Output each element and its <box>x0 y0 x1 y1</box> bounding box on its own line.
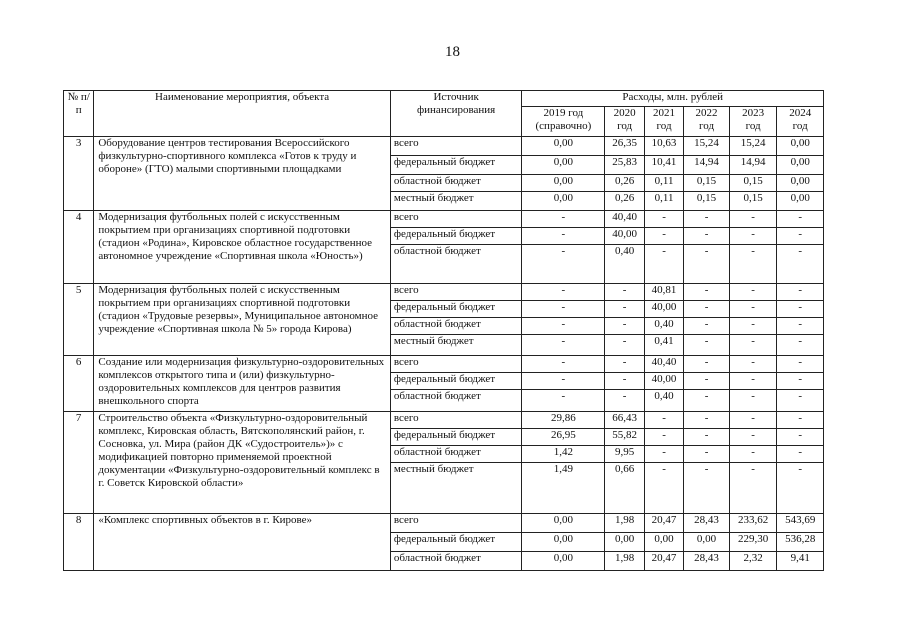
expense-value: 40,81 <box>644 284 683 301</box>
expense-value: 0,15 <box>729 192 777 211</box>
header-year-line: 2023 <box>742 107 765 119</box>
expense-value: - <box>777 412 824 429</box>
expense-value: 55,82 <box>605 429 644 446</box>
expense-value: - <box>729 412 777 429</box>
table-row <box>64 211 824 228</box>
expense-value: 0,00 <box>522 192 605 211</box>
table-header <box>64 91 824 137</box>
expense-value: 1,42 <box>522 446 605 463</box>
funding-source: местный бюджет <box>390 192 522 211</box>
expense-value: 9,41 <box>777 552 824 571</box>
expense-value: 0,11 <box>644 175 683 192</box>
expense-value: - <box>644 446 683 463</box>
expense-value: 0,66 <box>605 463 644 514</box>
expense-value: 10,41 <box>644 156 683 175</box>
expense-value: 0,11 <box>644 192 683 211</box>
expense-value: - <box>729 318 777 335</box>
expense-value: 25,83 <box>605 156 644 175</box>
expense-value: - <box>729 245 777 284</box>
expense-value: - <box>729 284 777 301</box>
expense-value: 66,43 <box>605 412 644 429</box>
expense-value: 0,00 <box>684 533 730 552</box>
funding-source: всего <box>390 412 522 429</box>
expense-value: - <box>522 211 605 228</box>
expense-value: - <box>684 373 730 390</box>
expense-value: - <box>684 228 730 245</box>
expense-value: - <box>684 211 730 228</box>
expense-value: 29,86 <box>522 412 605 429</box>
expense-value: - <box>644 228 683 245</box>
expense-value: - <box>684 390 730 412</box>
funding-source: местный бюджет <box>390 463 522 514</box>
header-year <box>644 107 683 137</box>
expense-value: 15,24 <box>729 137 777 156</box>
expense-value: 0,00 <box>522 137 605 156</box>
expense-value: 1,98 <box>605 514 644 533</box>
expense-value: - <box>777 429 824 446</box>
expense-value: - <box>605 390 644 412</box>
row-number: 5 <box>64 284 94 356</box>
expense-value: 0,40 <box>605 245 644 284</box>
row-number: 7 <box>64 412 94 514</box>
expense-value: - <box>729 446 777 463</box>
expense-value: 1,98 <box>605 552 644 571</box>
expense-value: 0,40 <box>644 390 683 412</box>
header-source: Источник финансирования <box>390 91 522 137</box>
page-number: 18 <box>445 44 460 60</box>
header-year-line: 2020 <box>613 107 636 119</box>
expense-value: - <box>644 463 683 514</box>
expense-value: - <box>522 228 605 245</box>
expense-value: - <box>522 356 605 373</box>
expense-value: 0,00 <box>777 175 824 192</box>
header-year-line: год <box>656 120 672 132</box>
expense-value: - <box>644 211 683 228</box>
expense-value: 233,62 <box>729 514 777 533</box>
header-year-line: (справочно) <box>535 120 592 132</box>
funding-source: федеральный бюджет <box>390 533 522 552</box>
expense-value: - <box>684 335 730 356</box>
funding-source: федеральный бюджет <box>390 301 522 318</box>
expense-value: 0,00 <box>522 514 605 533</box>
header-year-line: год <box>792 120 808 132</box>
funding-source: всего <box>390 356 522 373</box>
header-year-line: 2019 год <box>543 107 584 119</box>
header-year-line: год <box>617 120 633 132</box>
table-row <box>64 514 824 533</box>
funding-source: областной бюджет <box>390 446 522 463</box>
expense-value: - <box>777 335 824 356</box>
expense-value: 14,94 <box>729 156 777 175</box>
expense-value: 10,63 <box>644 137 683 156</box>
funding-source: федеральный бюджет <box>390 429 522 446</box>
funding-source: федеральный бюджет <box>390 373 522 390</box>
expense-value: - <box>777 446 824 463</box>
expense-value: - <box>684 301 730 318</box>
expense-value: 40,40 <box>605 211 644 228</box>
expense-value: 15,24 <box>684 137 730 156</box>
funding-source: областной бюджет <box>390 390 522 412</box>
expense-value: - <box>684 245 730 284</box>
expense-value: - <box>777 301 824 318</box>
expense-value: 0,41 <box>644 335 683 356</box>
expense-value: - <box>777 228 824 245</box>
expense-value: - <box>777 245 824 284</box>
expense-value: - <box>729 228 777 245</box>
table-row <box>64 137 824 156</box>
expense-value: 0,00 <box>522 156 605 175</box>
expense-value: - <box>684 463 730 514</box>
event-name: Модернизация футбольных полей с искусственным покрытием при организациях спортивной подготовки (стадион «Родина», Кировское областное государственное автономное учреждение «Спортивная школа «Юность») <box>94 211 391 284</box>
expense-value: 0,26 <box>605 175 644 192</box>
expense-value: 20,47 <box>644 514 683 533</box>
expense-value: - <box>522 245 605 284</box>
expense-value: - <box>522 373 605 390</box>
event-name: Модернизация футбольных полей с искусственным покрытием при организациях спортивной подготовки (стадион «Трудовые резервы», Муниципальное автономное учреждение «Спортивная школа № 5» города Кирова) <box>94 284 391 356</box>
expense-value: - <box>522 390 605 412</box>
expense-value: 28,43 <box>684 514 730 533</box>
expense-value: 1,49 <box>522 463 605 514</box>
expense-value: 40,00 <box>644 373 683 390</box>
expense-value: 0,00 <box>777 192 824 211</box>
expense-value: 0,00 <box>522 533 605 552</box>
table-row <box>64 284 824 301</box>
header-year-line: 2024 <box>789 107 812 119</box>
expense-value: 0,15 <box>684 175 730 192</box>
expense-value: - <box>777 390 824 412</box>
expense-value: 0,15 <box>684 192 730 211</box>
header-year <box>729 107 777 137</box>
expense-value: - <box>777 318 824 335</box>
expense-value: - <box>729 211 777 228</box>
expense-value: 0,40 <box>644 318 683 335</box>
expenses-table <box>63 90 824 571</box>
row-number: 6 <box>64 356 94 412</box>
expense-value: - <box>605 356 644 373</box>
funding-source: федеральный бюджет <box>390 228 522 245</box>
expense-value: - <box>684 412 730 429</box>
expense-value: 26,35 <box>605 137 644 156</box>
header-year <box>684 107 730 137</box>
expense-value: 40,00 <box>644 301 683 318</box>
expense-value: - <box>729 463 777 514</box>
expense-value: - <box>684 446 730 463</box>
expense-value: - <box>729 390 777 412</box>
expense-value: - <box>777 356 824 373</box>
expense-value: - <box>777 463 824 514</box>
expense-value: - <box>729 335 777 356</box>
expense-value: 14,94 <box>684 156 730 175</box>
funding-source: местный бюджет <box>390 335 522 356</box>
expense-value: 0,00 <box>777 156 824 175</box>
header-year-line: 2021 <box>653 107 676 119</box>
event-name: Строительство объекта «Физкультурно-оздоровительный комплекс, Кировская область, Вятскополянский район, г. Сосновка, ул. Мира (район ДК «Судостроитель»)» с модификацией повторно применяемой проектной документации «Физкультурно-оздоровительный комплекс в г. Советск Кировской области» <box>94 412 391 514</box>
expense-value: 0,00 <box>605 533 644 552</box>
funding-source: областной бюджет <box>390 245 522 284</box>
expense-value: - <box>605 318 644 335</box>
expense-value: - <box>729 301 777 318</box>
expense-value: - <box>777 284 824 301</box>
expense-value: - <box>644 412 683 429</box>
expense-value: 28,43 <box>684 552 730 571</box>
expense-value: 0,00 <box>522 175 605 192</box>
expense-value: - <box>644 245 683 284</box>
header-year-line: год <box>699 120 715 132</box>
expense-value: - <box>684 429 730 446</box>
expense-value: - <box>777 373 824 390</box>
expense-value: - <box>644 429 683 446</box>
table-row <box>64 356 824 373</box>
expense-value: - <box>605 301 644 318</box>
expense-value: 9,95 <box>605 446 644 463</box>
header-year-line: 2022 <box>695 107 718 119</box>
expense-value: - <box>522 301 605 318</box>
expense-value: - <box>729 356 777 373</box>
header-year <box>605 107 644 137</box>
expense-value: - <box>522 284 605 301</box>
expense-value: 543,69 <box>777 514 824 533</box>
expense-value: 0,00 <box>644 533 683 552</box>
event-name: Создание или модернизация физкультурно-оздоровительных комплексов открытого типа и (или) физкультурно-оздоровительных комплексов для центров развития внешкольного спорта <box>94 356 391 412</box>
row-number: 8 <box>64 514 94 571</box>
header-name: Наименование мероприятия, объекта <box>94 91 391 137</box>
expense-value: - <box>777 211 824 228</box>
header-year <box>522 107 605 137</box>
expense-value: - <box>522 335 605 356</box>
funding-source: всего <box>390 514 522 533</box>
funding-source: всего <box>390 284 522 301</box>
expense-value: 40,00 <box>605 228 644 245</box>
expense-value: 0,15 <box>729 175 777 192</box>
row-number: 3 <box>64 137 94 211</box>
expense-value: 0,00 <box>777 137 824 156</box>
header-year-line: год <box>745 120 761 132</box>
header-expenses: Расходы, млн. рублей <box>522 91 824 107</box>
header-num: № п/п <box>64 91 94 137</box>
expense-value: 20,47 <box>644 552 683 571</box>
expense-value: - <box>605 373 644 390</box>
expense-value: - <box>684 356 730 373</box>
funding-source: всего <box>390 137 522 156</box>
expense-value: - <box>605 284 644 301</box>
expense-value: 40,40 <box>644 356 683 373</box>
event-name: «Комплекс спортивных объектов в г. Кирове» <box>94 514 391 571</box>
expense-value: 0,00 <box>522 552 605 571</box>
table-body <box>64 137 824 571</box>
expense-value: 0,26 <box>605 192 644 211</box>
header-year <box>777 107 824 137</box>
expense-value: 536,28 <box>777 533 824 552</box>
expense-value: - <box>684 284 730 301</box>
expense-value: 26,95 <box>522 429 605 446</box>
expense-value: - <box>522 318 605 335</box>
event-name: Оборудование центров тестирования Всероссийского физкультурно-спортивного комплекса «Готов к труду и обороне» (ГТО) малыми спортивными площадками <box>94 137 391 211</box>
expense-value: - <box>684 318 730 335</box>
expense-value: 2,32 <box>729 552 777 571</box>
expense-value: - <box>605 335 644 356</box>
expense-value: 229,30 <box>729 533 777 552</box>
funding-source: всего <box>390 211 522 228</box>
funding-source: областной бюджет <box>390 175 522 192</box>
table-row <box>64 412 824 429</box>
funding-source: федеральный бюджет <box>390 156 522 175</box>
funding-source: областной бюджет <box>390 552 522 571</box>
expense-value: - <box>729 373 777 390</box>
expense-value: - <box>729 429 777 446</box>
row-number: 4 <box>64 211 94 284</box>
funding-source: областной бюджет <box>390 318 522 335</box>
